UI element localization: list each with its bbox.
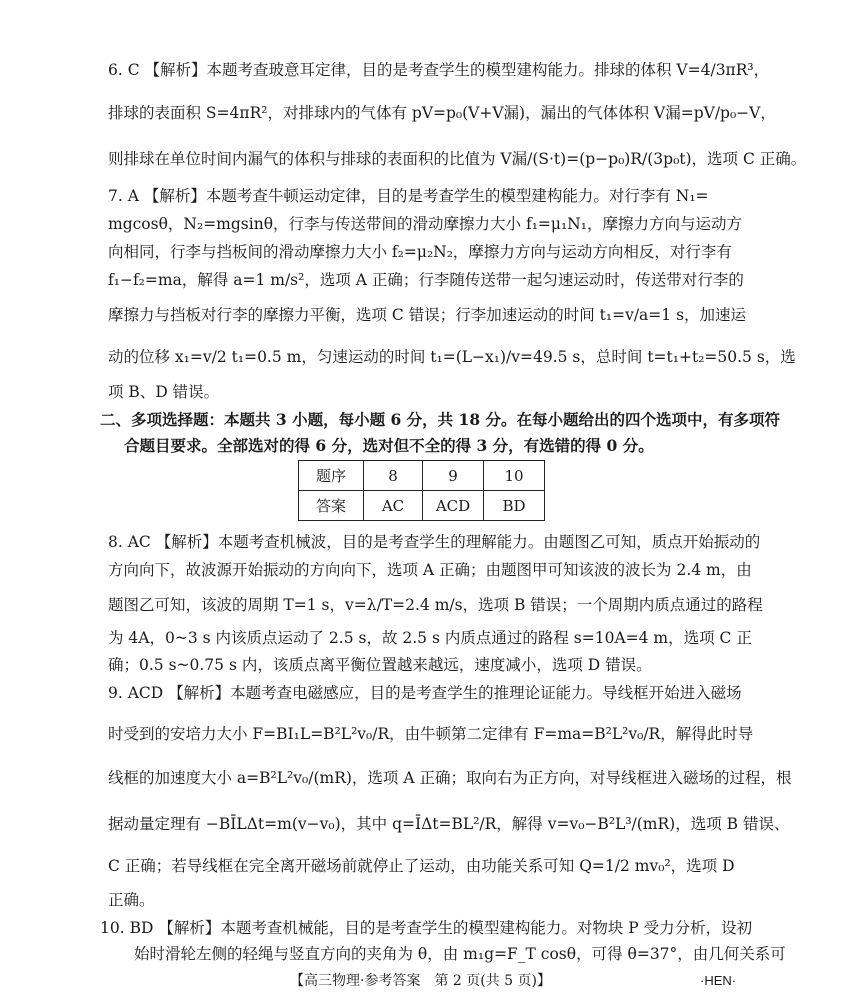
page-footer: 【高三物理·参考答案 第 2 页(共 5 页)】 <box>290 973 551 989</box>
q6-line-2: 排球的表面积 S=4πR²，对排球内的气体有 pV=p₀(V+V漏)，漏出的气体体积 V漏=pV/p₀−V， <box>108 104 776 122</box>
q9-line-3: 线框的加速度大小 a=B²L²v₀/(mR)，选项 A 正确；取向右为正方向，对导线框进入磁场的过程，根 <box>108 769 792 787</box>
q8-line-5: 确；0.5 s~0.75 s 内，该质点离平衡位置越来越远，速度减小，选项 D 错误。 <box>108 656 652 674</box>
q10-line-1: 10. BD 【解析】本题考查机械能，目的是考查学生的模型建构能力。对物块 P 受力分析，设初 <box>100 919 753 937</box>
table-cell: 8 <box>364 461 423 491</box>
q9-line-6: 正确。 <box>108 891 155 909</box>
q7-line-3: 向相同，行李与挡板间的滑动摩擦力大小 f₂=μ₂N₂，摩擦力方向与运动方向相反，对行李有 <box>108 243 732 261</box>
q10-line-2: 始时滑轮左侧的轻绳与竖直方向的夹角为 θ，由 m₁g=F_T cosθ，可得 θ=37°，由几何关系可 <box>134 945 786 963</box>
q7-line-6: 动的位移 x₁=v/2 t₁=0.5 m，匀速运动的时间 t₁=(L−x₁)/v=49.5 s，总时间 t=t₁+t₂=50.5 s，选 <box>108 348 796 366</box>
answer-table <box>298 460 545 521</box>
table-cell: BD <box>484 491 545 521</box>
q7-line-7: 项 B、D 错误。 <box>108 383 220 401</box>
table-cell: 9 <box>423 461 484 491</box>
q8-line-3: 题图乙可知，该波的周期 T=1 s，v=λ/T=2.4 m/s，选项 B 错误；一个周期内质点通过的路程 <box>108 596 763 614</box>
q7-line-2: mgcosθ，N₂=mgsinθ，行李与传送带间的滑动摩擦力大小 f₁=μ₁N₁，摩擦力方向与运动方 <box>108 215 742 233</box>
q9-line-2: 时受到的安培力大小 F=BI₁L=B²L²v₀/R，由牛顿第二定律有 F=ma=B²L²v₀/R，解得此时导 <box>108 725 754 743</box>
table-cell: AC <box>364 491 423 521</box>
table-cell: 答案 <box>299 491 364 521</box>
table-cell: 题序 <box>299 461 364 491</box>
section-2-heading-2: 合题目要求。全部选对的得 6 分，选对但不全的得 3 分，有选错的得 0 分。 <box>124 436 654 455</box>
exam-code: ·HEN· <box>700 973 737 988</box>
q9-line-1: 9. ACD 【解析】本题考查电磁感应，目的是考查学生的推理论证能力。导线框开始进入磁场 <box>108 684 742 702</box>
q7-line-5: 摩擦力与挡板对行李的摩擦力平衡，选项 C 错误；行李加速运动的时间 t₁=v/a=1 s，加速运 <box>108 306 747 324</box>
q6-line-1: 6. C 【解析】本题考查玻意耳定律，目的是考查学生的模型建构能力。排球的体积 V=4/3πR³， <box>108 61 770 79</box>
q7-line-1: 7. A 【解析】本题考查牛顿运动定律，目的是考查学生的模型建构能力。对行李有 N₁= <box>108 187 709 205</box>
table-cell: 10 <box>484 461 545 491</box>
table-row <box>299 491 545 521</box>
q9-line-4: 据动量定理有 −BĪLΔt=m(v−v₀)，其中 q=ĪΔt=BL²/R，解得 v=v₀−B²L³/(mR)，选项 B 错误、 <box>108 815 790 833</box>
q8-line-2: 方向向下，故波源开始振动的方向向下，选项 A 正确；由题图甲可知该波的波长为 2.4 m，由 <box>108 561 752 579</box>
q7-line-4: f₁−f₂=ma，解得 a=1 m/s²，选项 A 正确；行李随传送带一起匀速运动时，传送带对行李的 <box>108 271 744 289</box>
table-row <box>299 461 545 491</box>
q8-line-1: 8. AC 【解析】本题考查机械波，目的是考查学生的理解能力。由题图乙可知，质点开始振动的 <box>108 533 761 551</box>
q9-line-5: C 正确；若导线框在完全离开磁场前就停止了运动，由功能关系可知 Q=1/2 mv₀²，选项 D <box>108 857 735 875</box>
section-2-heading-1: 二、多项选择题：本题共 3 小题，每小题 6 分，共 18 分。在每小题给出的四个选项中，有多项符 <box>100 410 781 429</box>
q6-line-3: 则排球在单位时间内漏气的体积与排球的表面积的比值为 V漏/(S·t)=(p−p₀)R/(3p₀t)，选项 C 正确。 <box>108 150 807 168</box>
q8-line-4: 为 4A，0~3 s 内该质点运动了 2.5 s，故 2.5 s 内质点通过的路程 s=10A=4 m，选项 C 正 <box>108 629 752 647</box>
table-cell: ACD <box>423 491 484 521</box>
